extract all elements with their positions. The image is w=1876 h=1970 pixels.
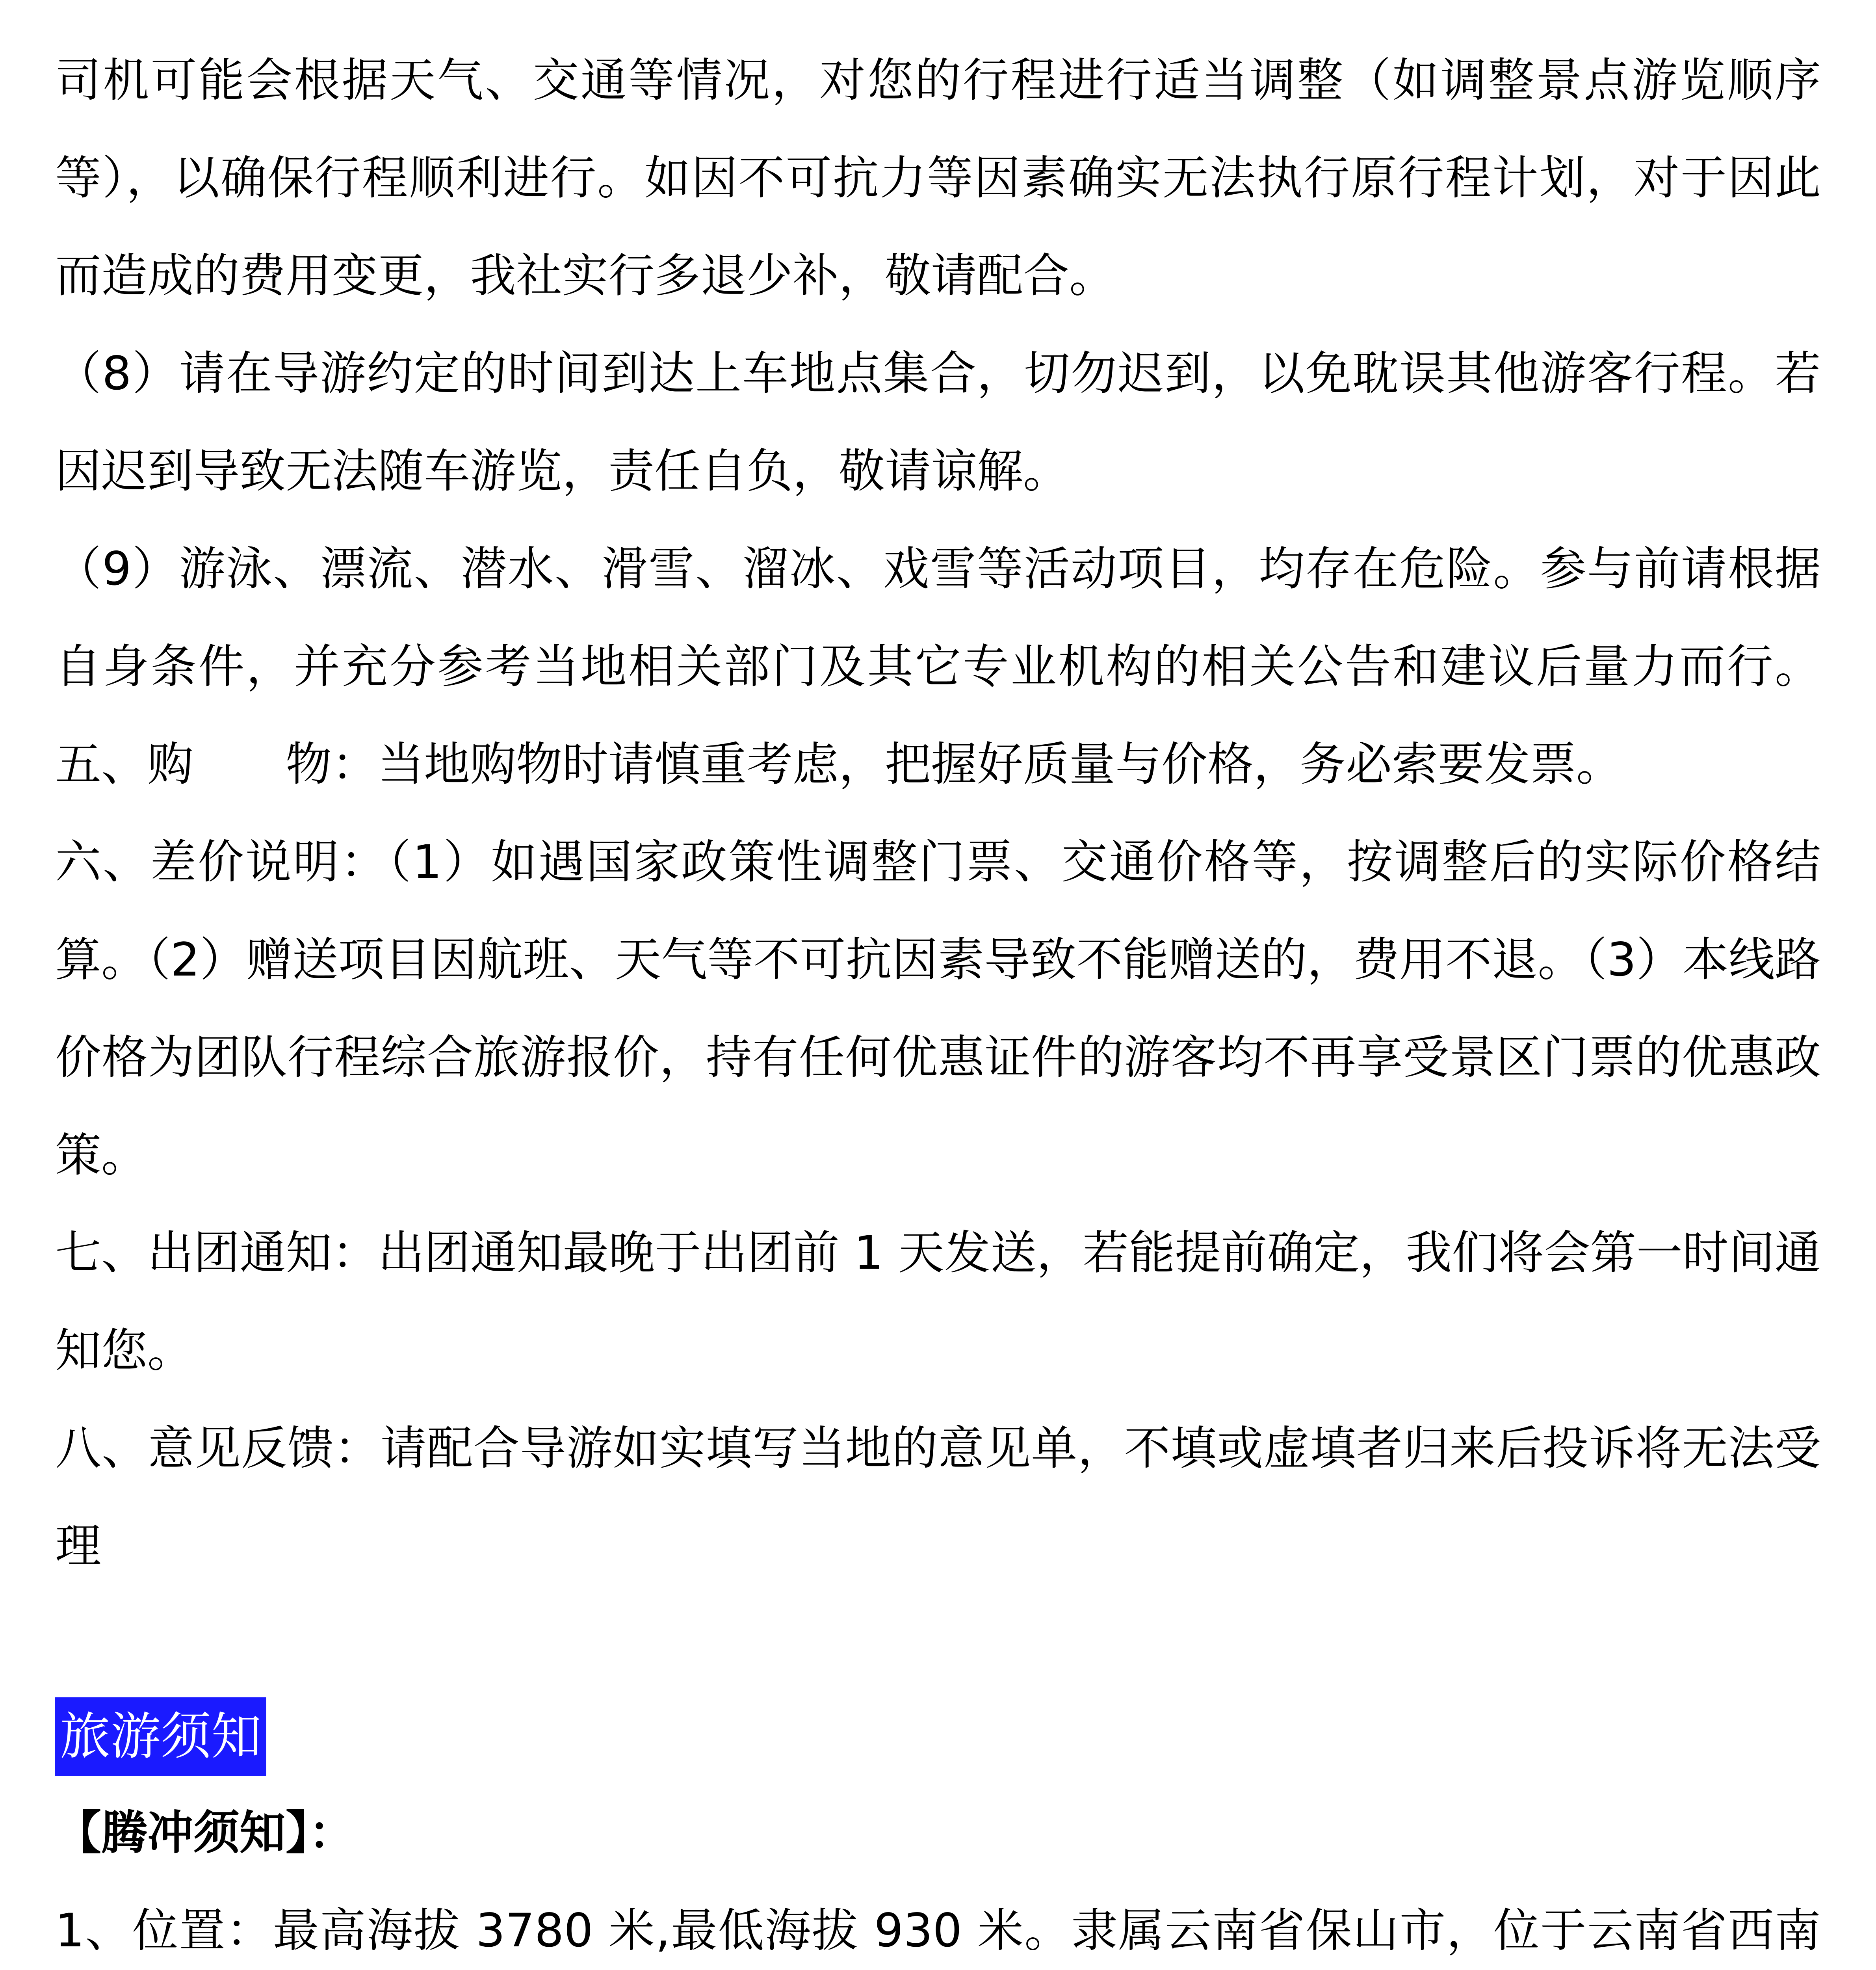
paragraph-driver-adjustment: 司机可能会根据天气、交通等情况，对您的行程进行适当调整（如调整景点游览顺序等），以确保行程顺利进行。如因不可抗力等因素确实无法执行原行程计划，对于因此而造成的费用变更，我社实行多退少补，敬请配合。 xyxy=(55,53,1821,303)
section-gap xyxy=(55,1595,1821,1697)
paragraph-departure-notice: 七、出团通知：出团通知最晚于出团前 1 天发送，若能提前确定，我们将会第一时间通知您。 xyxy=(55,1226,1821,1377)
subheading-tengchong: 【腾冲须知】： xyxy=(55,1806,355,1860)
paragraph-item-8: （8）请在导游约定的时间到达上车地点集合，切勿迟到，以免耽误其他游客行程。若因迟到导致无法随车游览，责任自负，敬请谅解。 xyxy=(55,346,1821,498)
paragraph-price-difference: 六、差价说明：（1）如遇国家政策性调整门票、交通价格等，按调整后的实际价格结算。（2）赠送项目因航班、天气等不可抗因素导致不能赠送的，费用不退。（3）本线路价格为团队行程综合旅游报价，持有任何优惠证件的游客均不再享受景区门票的优惠政策。 xyxy=(55,835,1821,1182)
paragraph-item-9: （9）游泳、漂流、潜水、滑雪、溜冰、戏雪等活动项目，均存在危险。参与前请根据自身条件，并充分参考当地相关部门及其它专业机构的相关公告和建议后量力而行。五、购 物：当地购物时请慎重考虑，把握好质量与价格，务必索要发票。 xyxy=(55,542,1821,791)
paragraph-location: 1、位置：最高海拔 3780 米,最低海拔 930 米。隶属云南省保山市，位于云南省西南 xyxy=(55,1903,1821,1957)
section-title-travel-notes: 旅游须知 xyxy=(55,1697,266,1776)
paragraph-feedback: 八、意见反馈：请配合导游如实填写当地的意见单，不填或虚填者归来后投诉将无法受理 xyxy=(55,1421,1821,1573)
